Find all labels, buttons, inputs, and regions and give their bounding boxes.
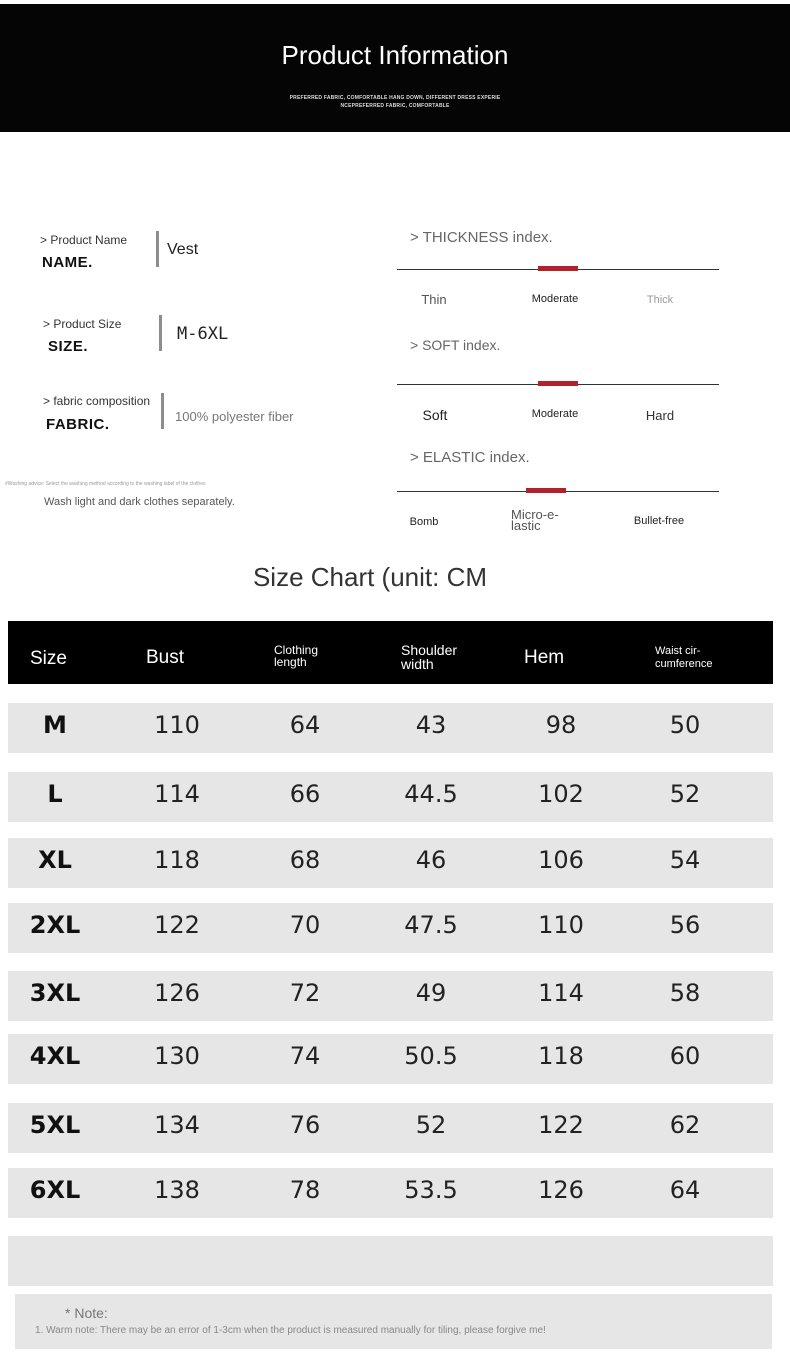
product-name-key: NAME. [42,254,93,271]
note-title: * Note: [65,1305,108,1321]
fabric-key: FABRIC. [46,416,110,433]
cell-waist: 62 [669,1111,701,1139]
product-name-label: > Product Name [40,233,128,247]
cell-waist: 50 [669,711,701,739]
fabric-divider [161,393,164,429]
cell-clothing-length: 68 [289,846,321,874]
product-size-key: SIZE. [48,338,89,355]
elastic-label-bullet-free: Bullet-free [633,515,685,527]
cell-size: 3XL [29,979,81,1007]
cell-shoulder-width: 43 [415,711,447,739]
product-size-value: M-6XL [177,324,229,344]
cell-clothing-length: 74 [289,1042,321,1070]
note-text: 1. Warm note: There may be an error of 1-3cm when the product is measured manually for tiling, please forgive me! [35,1325,546,1336]
cell-shoulder-width: 50.5 [404,1042,458,1070]
empty-table-row [8,1236,773,1286]
header-waist-circumference: Waist cir- cumference [655,645,713,670]
soft-index-title: > SOFT index. [410,337,501,353]
table-row [8,772,773,822]
cell-waist: 52 [669,780,701,808]
table-row [8,903,773,953]
soft-label-hard: Hard [645,408,675,423]
cell-waist: 60 [669,1042,701,1070]
cell-clothing-length: 66 [289,780,321,808]
product-size-label: > Product Size [43,317,122,331]
header-shoulder-width: Shoulder width [401,642,458,672]
cell-hem: 106 [538,846,584,874]
elastic-level-marker [526,488,566,493]
cell-hem: 122 [538,1111,584,1139]
cell-size: 4XL [29,1042,81,1070]
cell-hem: 102 [538,780,584,808]
cell-clothing-length: 78 [289,1176,321,1204]
cell-hem: 118 [538,1042,584,1070]
soft-label-moderate: Moderate [531,408,579,420]
washing-advice: #Washing advice: Select the washing method according to the washing label of the clothes [5,481,206,487]
header-size: Size [30,648,67,669]
cell-bust: 114 [154,780,200,808]
thickness-level-marker [538,266,578,271]
cell-waist: 64 [669,1176,701,1204]
cell-size: L [47,780,63,808]
cell-clothing-length: 72 [289,979,321,1007]
table-row [8,1168,773,1218]
cell-clothing-length: 76 [289,1111,321,1139]
cell-hem: 110 [538,911,584,939]
cell-clothing-length: 70 [289,911,321,939]
product-name-value: Vest [167,241,199,258]
table-row [8,1034,773,1084]
cell-bust: 118 [154,846,200,874]
table-row [8,838,773,888]
thickness-index-title: > THICKNESS index. [410,229,553,246]
table-row [8,1103,773,1153]
cell-size: 2XL [29,911,81,939]
elastic-label-micro: Micro-e- lastic [511,507,559,533]
note-box [15,1294,772,1349]
size-table-header [8,621,773,684]
cell-waist: 56 [669,911,701,939]
cell-bust: 126 [154,979,200,1007]
cell-shoulder-width: 49 [415,979,447,1007]
fabric-value: 100% polyester fiber [175,409,294,424]
cell-bust: 134 [154,1111,200,1139]
header-bust: Bust [146,647,185,668]
cell-hem: 98 [545,711,577,739]
table-row [8,971,773,1021]
thickness-label-moderate: Moderate [531,293,579,305]
soft-level-marker [538,381,578,386]
size-chart-title: Size Chart (unit: CM [252,562,488,592]
cell-bust: 138 [154,1176,200,1204]
page-title: Product Information [281,40,509,70]
size-divider [159,315,162,351]
thickness-label-thick: Thick [646,294,674,306]
thickness-label-thin: Thin [421,292,447,307]
name-divider [156,231,159,267]
cell-bust: 130 [154,1042,200,1070]
cell-size: 6XL [29,1176,81,1204]
header-subtitle-line1: PREFERRED FABRIC, COMFORTABLE HANG DOWN, DIFFERENT DRESS EXPERIE [289,95,501,101]
cell-waist: 58 [669,979,701,1007]
cell-size: M [43,711,67,739]
cell-hem: 114 [538,979,584,1007]
fabric-label: > fabric composition [43,394,151,408]
cell-hem: 126 [538,1176,584,1204]
cell-bust: 110 [154,711,200,739]
cell-clothing-length: 64 [289,711,321,739]
elastic-index-title: > ELASTIC index. [410,449,530,466]
elastic-label-bomb: Bomb [409,516,439,528]
cell-shoulder-width: 47.5 [404,911,458,939]
cell-shoulder-width: 46 [415,846,447,874]
soft-label-soft: Soft [422,407,448,423]
cell-bust: 122 [154,911,200,939]
washing-note: Wash light and dark clothes separately. [44,496,235,508]
header-clothing-length: Clothing length [274,643,319,669]
cell-size: 5XL [29,1111,81,1139]
table-row [8,703,773,753]
cell-waist: 54 [669,846,701,874]
header-subtitle-line2: NCEPREFERRED FABRIC, COMFORTABLE [340,103,450,109]
cell-size: XL [38,846,72,874]
cell-shoulder-width: 53.5 [404,1176,458,1204]
header-hem: Hem [524,647,565,668]
cell-shoulder-width: 52 [415,1111,447,1139]
cell-shoulder-width: 44.5 [404,780,458,808]
